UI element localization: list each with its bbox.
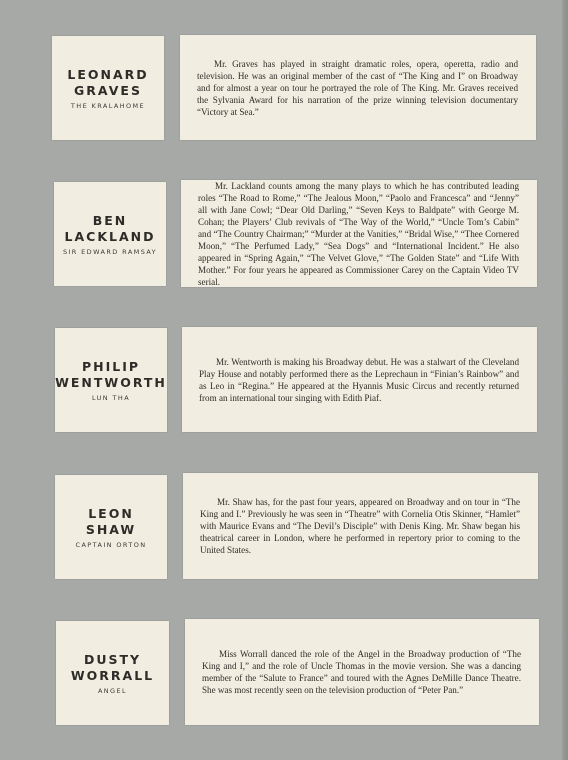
bio-card-wentworth: [182, 327, 537, 432]
performer-last-name: SHAW: [85, 521, 137, 537]
bio-card-lackland: [181, 180, 537, 287]
bio-card-shaw: [183, 473, 538, 579]
name-card-worrall: [56, 621, 169, 725]
name-card-wentworth: [55, 328, 167, 432]
performer-first-name: LEONARD: [67, 66, 149, 82]
performer-bio: Mr. Wentworth is making his Broadway debut. He was a stalwart of the Cleveland Play House and notably performed there as the Leprechaun in “Finian’s Rainbow” and as Leo in “Regina.” He appeared at the Hyannis Music Circus and recently returned from an international tour singing with Edith Piaf.: [199, 356, 519, 403]
performer-first-name: DUSTY: [83, 651, 142, 667]
character-role: ANGEL: [97, 686, 128, 695]
character-role: THE KRALAHOME: [70, 101, 146, 110]
name-card-lackland: [54, 182, 166, 286]
performer-last-name: WORRALL: [70, 667, 155, 683]
performer-bio: Mr. Graves has played in straight dramatic roles, opera, operetta, radio and television. He was an original member of the cast of “The King and I” on Broadway and for almost a year on tour he portrayed the role of The King. Mr. Graves received the Sylvania Award for his narration of the prize winning television documentary “Victory at Sea.”: [197, 58, 518, 117]
performer-first-name: LEON: [88, 505, 134, 521]
performer-bio: Mr. Shaw has, for the past four years, appeared on Broadway and on tour in “The King and I.” Previously he was seen in “Theatre” with Cornelia Otis Skinner, “Hamlet” with Maurice Evans and “The Devil’s Disciple” with Denis King. Mr. Shaw began his theatrical career in London, where he performed in repertory prior to coming to the United States.: [200, 497, 520, 555]
performer-last-name: WENTWORTH: [55, 374, 167, 390]
character-role: SIR EDWARD RAMSAY: [62, 247, 158, 256]
bio-card-worrall: [185, 619, 539, 725]
performer-first-name: BEN: [92, 212, 128, 228]
performer-bio: Mr. Lackland counts among the many plays to which he has contributed leading roles “The Road to Rome,” “The Jealous Moon,” “Paolo and Francesca” and “Jenny” all with Jane Cowl; “Dear Old Darling,” “Seven Keys to Baldpate” with George M. Cohan; the Players’ Club revivals of “The Way of the World,” “Uncle Tom’s Cabin” and “The Country Chairman;” “Murder at the Vanities,” “Bridal Wise,” “Thee Cornered Moon,” “The Perfumed Lady,” “Sea Dogs” and “International Incident.” He also appeared in “Spring Again,” “The Velvet Glove,” “The Golden State” and “Life With Mother.” For four years he appeared as Commissioner Carey on the Captain Video TV serial.: [198, 180, 519, 287]
name-card-shaw: [55, 475, 167, 579]
performer-first-name: PHILIP: [81, 358, 141, 374]
performer-last-name: LACKLAND: [64, 228, 156, 244]
character-role: CAPTAIN ORTON: [75, 540, 147, 549]
page-edge: [562, 0, 568, 760]
name-card-graves: [52, 36, 164, 140]
character-role: LUN THA: [91, 393, 131, 402]
performer-last-name: GRAVES: [74, 82, 142, 98]
bio-card-graves: [180, 35, 536, 140]
performer-bio: Miss Worrall danced the role of the Angel in the Broadway production of “The King and I,” and the role of Uncle Thomas in the movie version. She was a dancing member of the “Salute to France” and toured with the Agnes DeMille Dance Theatre. She was most recently seen on the television production of “Peter Pan.”: [202, 649, 521, 695]
